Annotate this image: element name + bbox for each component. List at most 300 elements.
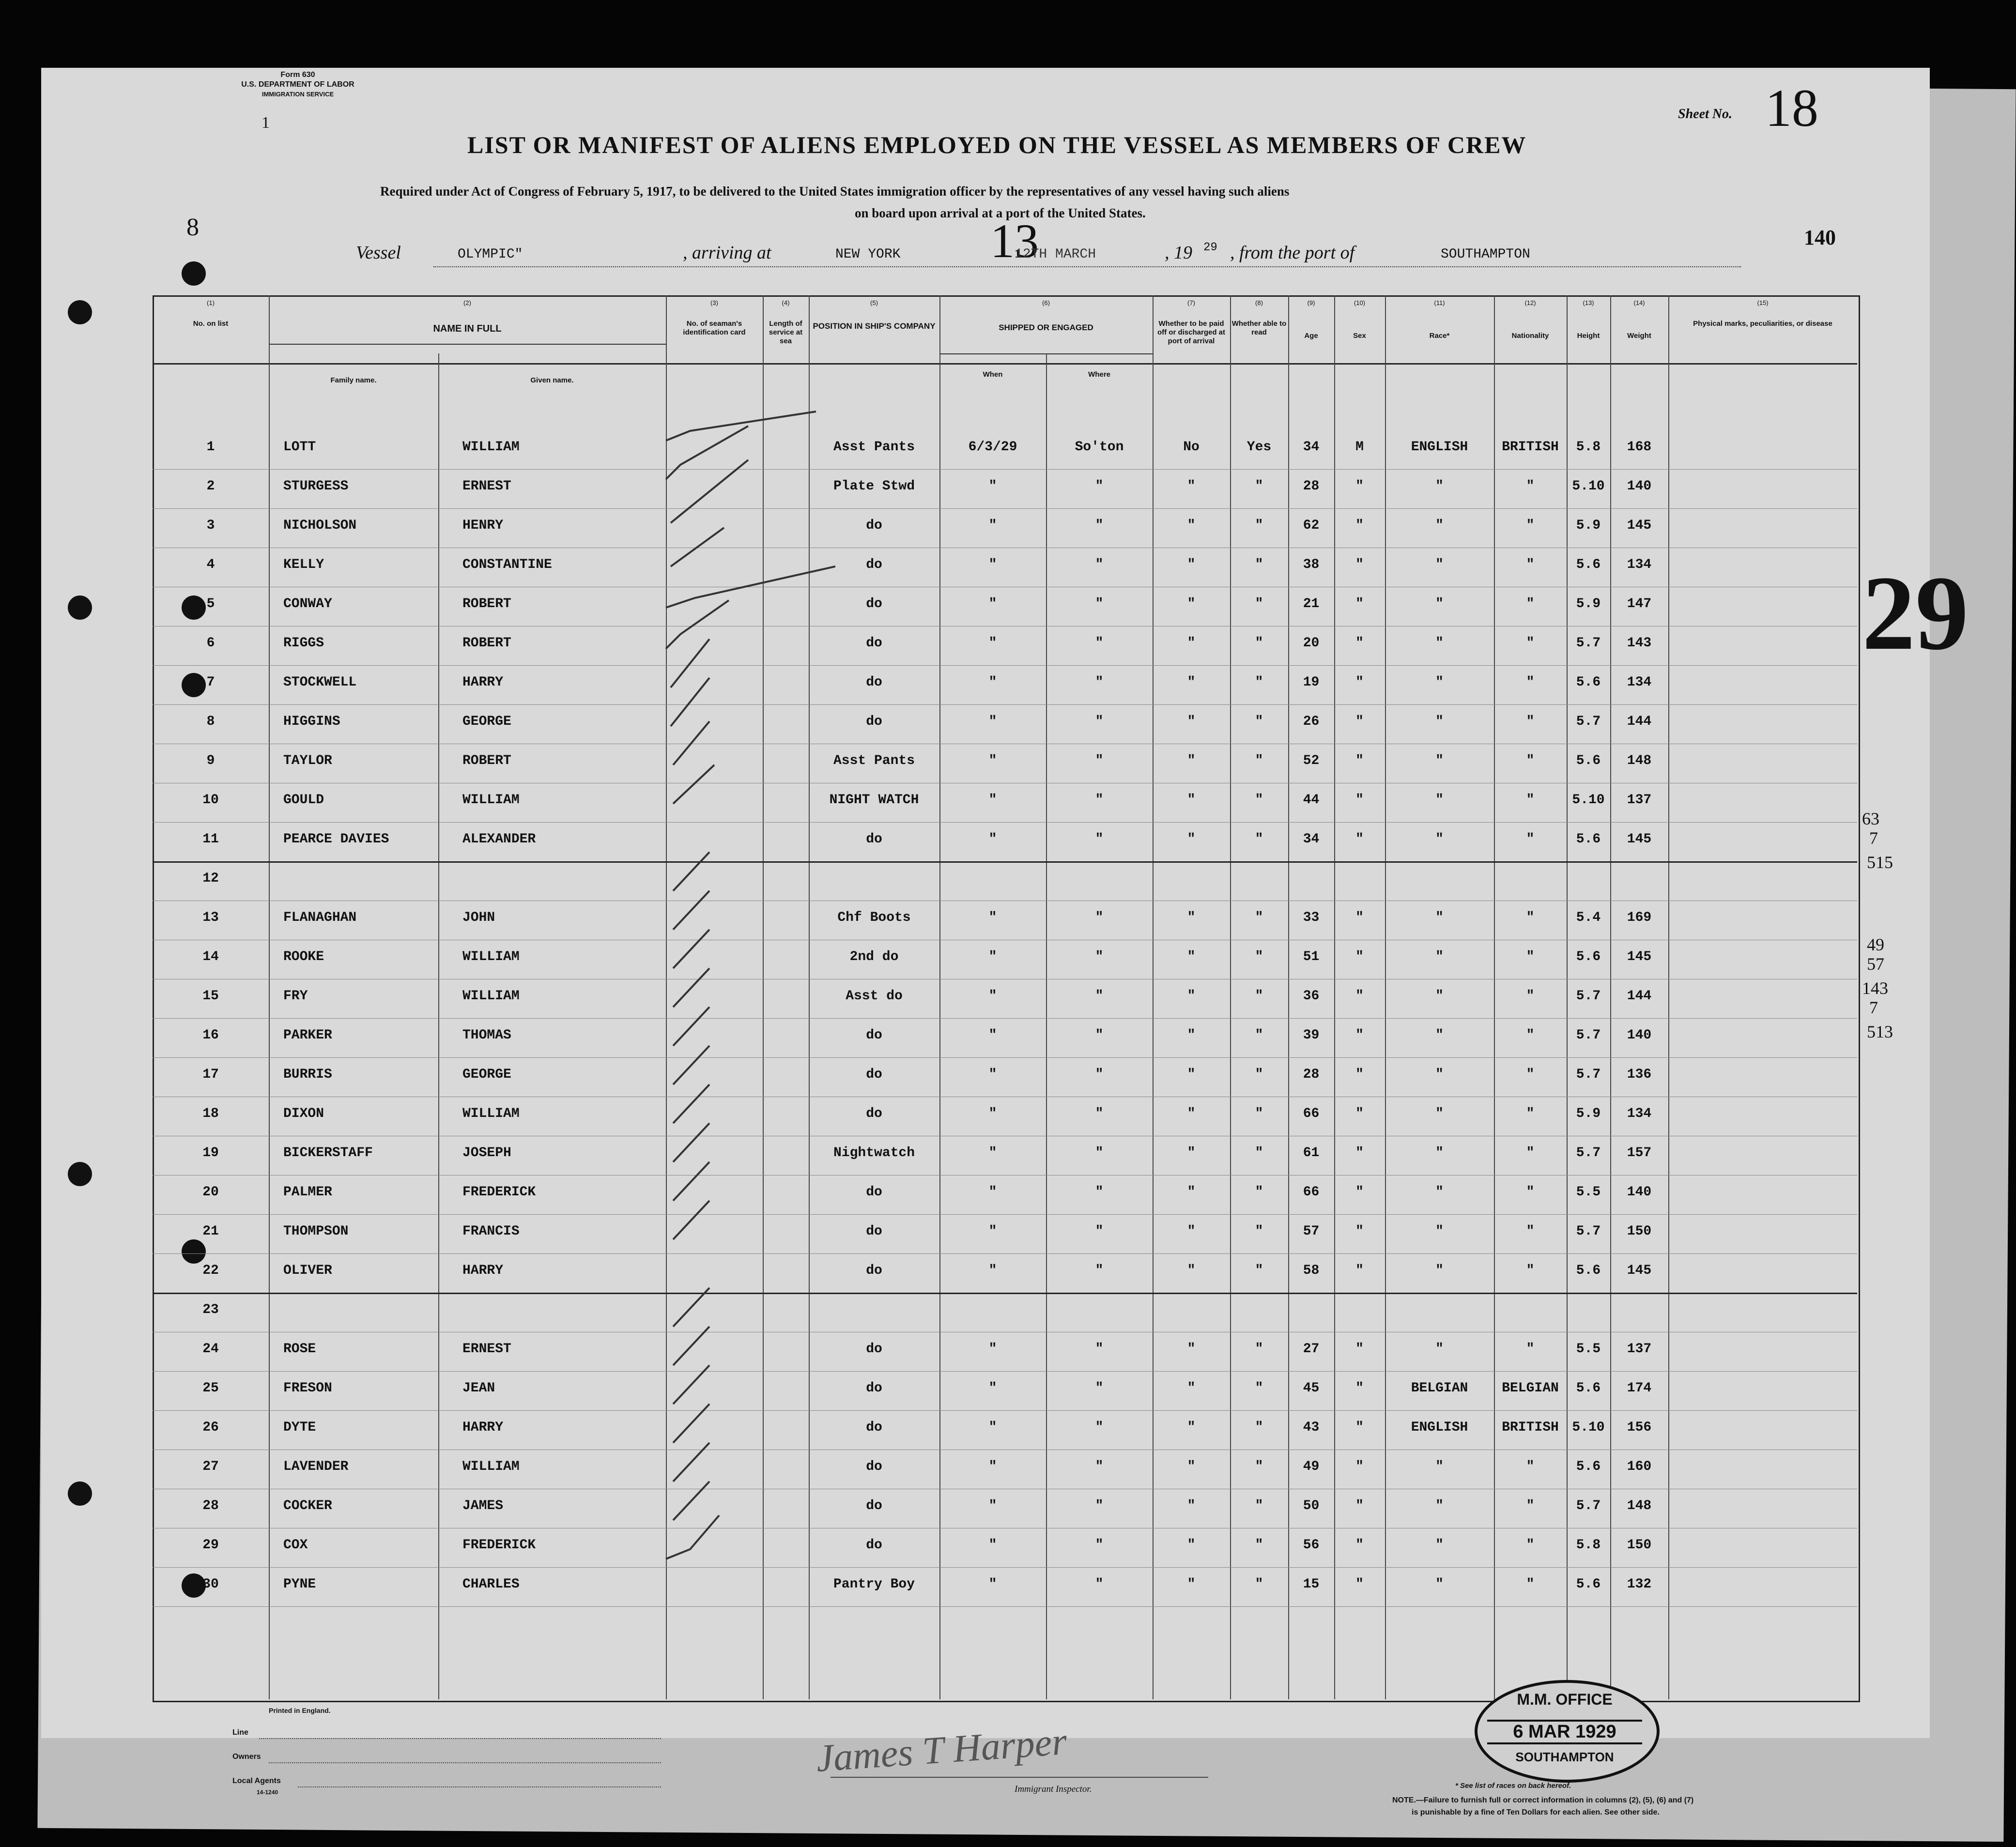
cell-when: ": [988, 1342, 997, 1357]
agents-label: Local Agents: [232, 1777, 281, 1785]
agents-rule: [298, 1786, 661, 1787]
cell-position: NIGHT WATCH: [829, 793, 919, 808]
cell-no: 10: [202, 793, 219, 808]
cell-family: THOMPSON: [283, 1224, 349, 1239]
cell-read: ": [1255, 1224, 1263, 1239]
check-mark-icon: [673, 852, 709, 891]
cell-where: ": [1095, 675, 1104, 690]
cell-where: ": [1095, 1538, 1104, 1553]
cell-sex: ": [1355, 1263, 1364, 1278]
cell-given: HENRY: [462, 518, 504, 533]
cell-when: ": [988, 1577, 997, 1592]
table-row: [41, 1372, 1930, 1411]
cell-sex: ": [1355, 949, 1364, 964]
cell-age: 36: [1303, 989, 1320, 1004]
cell-when: ": [988, 636, 997, 651]
cell-read: ": [1255, 989, 1263, 1004]
cell-height: 5.9: [1576, 1106, 1601, 1121]
cell-when: ": [988, 1185, 997, 1200]
check-mark-icon: [673, 891, 709, 930]
line-rule: [259, 1738, 661, 1739]
cell-paid: ": [1187, 596, 1196, 611]
row-rule: [153, 665, 1857, 666]
cell-given: WILLIAM: [462, 949, 520, 964]
cell-sex: ": [1355, 1538, 1364, 1553]
cell-race: ": [1435, 1577, 1444, 1592]
cell-race: ": [1435, 1185, 1444, 1200]
cell-weight: 136: [1627, 1067, 1652, 1082]
cell-no: 29: [202, 1538, 219, 1553]
cell-race: ": [1435, 1342, 1444, 1357]
check-mark-icon: [673, 721, 709, 765]
cell-position: do: [866, 596, 882, 611]
cell-position: do: [866, 714, 882, 729]
cell-paid: ": [1187, 1067, 1196, 1082]
cell-where: ": [1095, 1028, 1104, 1043]
cell-weight: 140: [1627, 1028, 1652, 1043]
cell-when: ": [988, 949, 997, 964]
cell-position: do: [866, 1381, 882, 1396]
table-row: [41, 980, 1930, 1019]
cell-age: 50: [1303, 1498, 1320, 1513]
cell-no: 11: [202, 832, 219, 847]
cell-weight: 134: [1627, 557, 1652, 572]
cell-position: Asst Pants: [833, 753, 915, 768]
cell-sex: ": [1355, 910, 1364, 925]
cell-given: WILLIAM: [462, 1106, 520, 1121]
cell-nationality: ": [1526, 1067, 1535, 1082]
cell-read: ": [1255, 596, 1263, 611]
cell-where: ": [1095, 753, 1104, 768]
cell-height: 5.8: [1576, 440, 1601, 455]
cell-height: 5.9: [1576, 518, 1601, 533]
cell-height: 5.6: [1576, 1381, 1601, 1396]
cell-where: ": [1095, 1263, 1104, 1278]
cell-position: Nightwatch: [833, 1145, 915, 1160]
cell-weight: 134: [1627, 675, 1652, 690]
cell-no: 17: [202, 1067, 219, 1082]
cell-race: ENGLISH: [1411, 440, 1468, 455]
cell-given: ROBERT: [462, 753, 511, 768]
cell-when: ": [988, 1028, 997, 1043]
cell-where: ": [1095, 636, 1104, 651]
cell-race: ": [1435, 753, 1444, 768]
table-row: [41, 1176, 1930, 1215]
check-mark-icon: [673, 968, 709, 1007]
cell-given: WILLIAM: [462, 440, 520, 455]
cell-read: ": [1255, 1185, 1263, 1200]
cell-read: ": [1255, 832, 1263, 847]
cell-position: do: [866, 1106, 882, 1121]
cell-given: CHARLES: [462, 1577, 520, 1592]
cell-sex: ": [1355, 1381, 1364, 1396]
year-label: , 19: [1165, 243, 1192, 263]
cell-paid: ": [1187, 1145, 1196, 1160]
cell-height: 5.7: [1576, 1145, 1601, 1160]
cell-nationality: BRITISH: [1502, 1420, 1559, 1435]
cell-nationality: ": [1526, 1185, 1535, 1200]
cell-race: BELGIAN: [1411, 1381, 1468, 1396]
cell-position: do: [866, 1538, 882, 1553]
cell-where: ": [1095, 557, 1104, 572]
cell-height: 5.6: [1576, 675, 1601, 690]
cell-weight: 156: [1627, 1420, 1652, 1435]
cell-no: 28: [202, 1498, 219, 1513]
cell-height: 5.7: [1576, 1224, 1601, 1239]
subtitle-line-1: Required under Act of Congress of February 5, 1917, to be delivered to the United States immigration officer by the representatives of any vessel having such aliens: [380, 184, 1290, 198]
cell-read: ": [1255, 1538, 1263, 1553]
cell-nationality: ": [1526, 753, 1535, 768]
cell-age: 52: [1303, 753, 1320, 768]
check-mark-icon: [666, 426, 748, 479]
cell-height: 5.7: [1576, 989, 1601, 1004]
handwritten-date: 13: [990, 214, 1039, 268]
cell-when: ": [988, 910, 997, 925]
column-number: (7): [1187, 299, 1195, 306]
left-handwritten-mark: 8: [186, 214, 199, 241]
vessel-name: OLYMPIC": [458, 247, 523, 262]
row-rule: [153, 1567, 1857, 1568]
cell-family: LAVENDER: [283, 1459, 349, 1474]
table-row: [41, 1490, 1930, 1528]
cell-height: 5.6: [1576, 557, 1601, 572]
subtitle-line-2: on board upon arrival at a port of the United States.: [855, 206, 1146, 220]
cell-nationality: ": [1526, 832, 1535, 847]
cell-family: PARKER: [283, 1028, 332, 1043]
cell-where: ": [1095, 1145, 1104, 1160]
cell-sex: ": [1355, 1067, 1364, 1082]
cell-given: ERNEST: [462, 1342, 511, 1357]
cell-paid: ": [1187, 1263, 1196, 1278]
cell-paid: No: [1183, 440, 1200, 455]
cell-position: 2nd do: [849, 949, 899, 964]
cell-no: 12: [202, 871, 219, 886]
cell-sex: ": [1355, 1224, 1364, 1239]
cell-height: 5.5: [1576, 1342, 1601, 1357]
cell-weight: 150: [1627, 1224, 1652, 1239]
cell-sex: ": [1355, 1342, 1364, 1357]
cell-paid: ": [1187, 1381, 1196, 1396]
cell-given: JOSEPH: [462, 1145, 511, 1160]
cell-no: 19: [202, 1145, 219, 1160]
table-row: [41, 901, 1930, 940]
cell-age: 38: [1303, 557, 1320, 572]
cell-given: GEORGE: [462, 714, 511, 729]
cell-given: JEAN: [462, 1381, 495, 1396]
cell-read: ": [1255, 1067, 1263, 1082]
cell-height: 5.7: [1576, 636, 1601, 651]
table-row: [41, 1411, 1930, 1450]
cell-position: do: [866, 1420, 882, 1435]
cell-where: ": [1095, 518, 1104, 533]
margin-note: 7: [1869, 828, 1878, 848]
cell-sex: ": [1355, 1028, 1364, 1043]
header-sex: Sex: [1353, 332, 1366, 340]
cell-position: do: [866, 636, 882, 651]
cell-paid: ": [1187, 832, 1196, 847]
cell-paid: ": [1187, 1106, 1196, 1121]
cell-weight: 169: [1627, 910, 1652, 925]
column-number: (3): [710, 299, 718, 306]
table-row: [41, 745, 1930, 783]
cell-sex: ": [1355, 793, 1364, 808]
row-rule: [153, 1253, 1857, 1254]
cell-given: GEORGE: [462, 1067, 511, 1082]
cell-weight: 144: [1627, 989, 1652, 1004]
cell-position: do: [866, 1342, 882, 1357]
cell-weight: 145: [1627, 518, 1652, 533]
cell-age: 45: [1303, 1381, 1320, 1396]
cell-read: ": [1255, 1145, 1263, 1160]
cell-height: 5.10: [1572, 1420, 1605, 1435]
cell-family: TAYLOR: [283, 753, 332, 768]
cell-height: 5.5: [1576, 1185, 1601, 1200]
column-number: (4): [782, 299, 790, 306]
row-rule: [153, 1371, 1857, 1372]
cell-given: ROBERT: [462, 636, 511, 651]
cell-height: 5.7: [1576, 1498, 1601, 1513]
cell-sex: ": [1355, 518, 1364, 533]
printed-note: Printed in England.: [269, 1707, 331, 1714]
cell-given: JOHN: [462, 910, 495, 925]
cell-where: ": [1095, 1185, 1104, 1200]
cell-family: CONWAY: [283, 596, 332, 611]
cell-paid: ": [1187, 793, 1196, 808]
cell-no: 6: [206, 636, 215, 651]
cell-read: ": [1255, 1459, 1263, 1474]
cell-weight: 145: [1627, 949, 1652, 964]
check-mark-icon: [666, 600, 729, 649]
cell-nationality: ": [1526, 479, 1535, 494]
cell-weight: 145: [1627, 1263, 1652, 1278]
cell-position: Plate Stwd: [833, 479, 915, 494]
cell-family: DIXON: [283, 1106, 324, 1121]
cell-nationality: ": [1526, 793, 1535, 808]
cell-no: 7: [206, 675, 215, 690]
cell-sex: ": [1355, 675, 1364, 690]
arrival-date: 12TH MARCH: [1015, 247, 1096, 262]
header-where: Where: [1088, 370, 1110, 379]
check-mark-icon: [673, 765, 714, 804]
cell-no: 3: [206, 518, 215, 533]
check-mark-icon: [673, 1443, 709, 1481]
cell-paid: ": [1187, 1498, 1196, 1513]
cell-race: ": [1435, 1067, 1444, 1082]
cell-nationality: ": [1526, 910, 1535, 925]
cell-where: ": [1095, 596, 1104, 611]
cell-race: ": [1435, 1106, 1444, 1121]
cell-age: 66: [1303, 1106, 1320, 1121]
cell-read: ": [1255, 714, 1263, 729]
cell-read: ": [1255, 1577, 1263, 1592]
header-when: When: [983, 370, 1003, 379]
cell-read: ": [1255, 793, 1263, 808]
cell-nationality: ": [1526, 518, 1535, 533]
column-number: (5): [870, 299, 878, 306]
cell-position: do: [866, 1459, 882, 1474]
check-mark-icon: [673, 1084, 709, 1123]
cell-family: LOTT: [283, 440, 316, 455]
cell-family: ROOKE: [283, 949, 324, 964]
table-row: [41, 823, 1930, 862]
cell-family: BURRIS: [283, 1067, 332, 1082]
check-mark-icon: [673, 1288, 709, 1327]
cell-height: 5.6: [1576, 949, 1601, 964]
cell-age: 28: [1303, 1067, 1320, 1082]
inspector-rule: [831, 1777, 1208, 1778]
from-port: SOUTHAMPTON: [1441, 247, 1530, 262]
check-mark-icon: [671, 639, 709, 687]
cell-sex: ": [1355, 1106, 1364, 1121]
cell-weight: 140: [1627, 1185, 1652, 1200]
cell-position: Asst do: [846, 989, 903, 1004]
cell-sex: ": [1355, 1459, 1364, 1474]
cell-weight: 174: [1627, 1381, 1652, 1396]
cell-race: ": [1435, 949, 1444, 964]
check-strokes: [666, 412, 835, 1559]
cell-where: ": [1095, 910, 1104, 925]
cell-no: 25: [202, 1381, 219, 1396]
cell-family: DYTE: [283, 1420, 316, 1435]
cell-where: ": [1095, 1420, 1104, 1435]
cell-when: ": [988, 1538, 997, 1553]
cell-weight: 150: [1627, 1538, 1652, 1553]
cell-no: 30: [202, 1577, 219, 1592]
cell-when: ": [988, 675, 997, 690]
cell-family: COCKER: [283, 1498, 332, 1513]
cell-weight: 137: [1627, 793, 1652, 808]
cell-family: BICKERSTAFF: [283, 1145, 373, 1160]
cell-where: ": [1095, 832, 1104, 847]
cell-height: 5.4: [1576, 910, 1601, 925]
cell-no: 21: [202, 1224, 219, 1239]
cell-read: ": [1255, 1498, 1263, 1513]
cell-position: do: [866, 675, 882, 690]
cell-nationality: ": [1526, 636, 1535, 651]
department-name: U.S. DEPARTMENT OF LABOR: [241, 80, 354, 89]
cell-nationality: ": [1526, 675, 1535, 690]
cell-read: ": [1255, 1263, 1263, 1278]
cell-nationality: ": [1526, 1342, 1535, 1357]
header-race: Race*: [1429, 332, 1450, 340]
cell-family: PEARCE DAVIES: [283, 832, 389, 847]
check-mark-icon: [673, 1365, 709, 1404]
margin-note: 7: [1869, 998, 1878, 1017]
cell-nationality: BRITISH: [1502, 440, 1559, 455]
cell-height: 5.10: [1572, 793, 1605, 808]
cell-nationality: ": [1526, 1145, 1535, 1160]
vessel-label: Vessel: [356, 243, 401, 263]
cell-no: 8: [206, 714, 215, 729]
stamp-date: 6 MAR 1929: [1487, 1720, 1642, 1744]
cell-paid: ": [1187, 910, 1196, 925]
margin-note-large: 29: [1862, 554, 1969, 672]
cell-when: ": [988, 753, 997, 768]
header-weight: Weight: [1627, 332, 1651, 340]
cell-age: 56: [1303, 1538, 1320, 1553]
cell-no: 22: [202, 1263, 219, 1278]
cell-given: JAMES: [462, 1498, 504, 1513]
arriving-port: NEW YORK: [835, 247, 901, 262]
cell-given: CONSTANTINE: [462, 557, 552, 572]
table-row: [41, 549, 1930, 587]
cell-age: 51: [1303, 949, 1320, 964]
check-mark-icon: [671, 678, 709, 726]
service-name: IMMIGRATION SERVICE: [262, 91, 334, 98]
cell-paid: ": [1187, 1224, 1196, 1239]
cell-race: ": [1435, 714, 1444, 729]
cell-race: ENGLISH: [1411, 1420, 1468, 1435]
cell-position: do: [866, 1028, 882, 1043]
cell-paid: ": [1187, 1342, 1196, 1357]
cell-nationality: BELGIAN: [1502, 1381, 1559, 1396]
cell-when: ": [988, 1459, 997, 1474]
table-row: [41, 1333, 1930, 1372]
row-rule: [153, 1606, 1857, 1607]
cell-sex: ": [1355, 989, 1364, 1004]
cell-paid: ": [1187, 1459, 1196, 1474]
mm-office-stamp: [1475, 1680, 1660, 1783]
cell-nationality: ": [1526, 1224, 1535, 1239]
cell-no: 20: [202, 1185, 219, 1200]
cell-height: 5.7: [1576, 1028, 1601, 1043]
cell-nationality: ": [1526, 949, 1535, 964]
cell-age: 61: [1303, 1145, 1320, 1160]
cell-read: ": [1255, 753, 1263, 768]
cell-position: do: [866, 1185, 882, 1200]
cell-no: 14: [202, 949, 219, 964]
cell-sex: ": [1355, 753, 1364, 768]
agents-code: 14-1240: [257, 1789, 278, 1796]
cell-given: WILLIAM: [462, 793, 520, 808]
cell-weight: 160: [1627, 1459, 1652, 1474]
top-handwritten-mark: 1: [262, 114, 270, 132]
table-row: [41, 1568, 1930, 1607]
table-row: [41, 1254, 1930, 1293]
margin-note: 515: [1867, 853, 1893, 872]
cell-nationality: ": [1526, 1459, 1535, 1474]
cell-weight: 143: [1627, 636, 1652, 651]
cell-age: 58: [1303, 1263, 1320, 1278]
row-rule: [153, 822, 1857, 823]
cell-race: ": [1435, 1145, 1444, 1160]
header-age: Age: [1304, 332, 1318, 340]
column-number: (8): [1255, 299, 1263, 306]
cell-when: ": [988, 1381, 997, 1396]
cell-where: ": [1095, 949, 1104, 964]
cell-family: ROSE: [283, 1342, 316, 1357]
cell-paid: ": [1187, 1028, 1196, 1043]
margin-note: 57: [1867, 954, 1884, 974]
cell-read: ": [1255, 1028, 1263, 1043]
cell-race: ": [1435, 1263, 1444, 1278]
cell-no: 9: [206, 753, 215, 768]
line-label: Line: [232, 1728, 248, 1737]
header-family-name: Family name.: [330, 376, 377, 384]
table-row: [41, 784, 1930, 823]
cell-age: 33: [1303, 910, 1320, 925]
cell-race: ": [1435, 989, 1444, 1004]
cell-family: GOULD: [283, 793, 324, 808]
cell-family: NICHOLSON: [283, 518, 357, 533]
cell-family: STOCKWELL: [283, 675, 357, 690]
margin-note: 49: [1867, 935, 1884, 954]
cell-given: FREDERICK: [462, 1185, 536, 1200]
cell-race: ": [1435, 557, 1444, 572]
column-number: (14): [1633, 299, 1645, 306]
note-line-1: NOTE.—Failure to furnish full or correct information in columns (2), (5), (6) and (7): [1392, 1796, 1694, 1804]
cell-age: 62: [1303, 518, 1320, 533]
